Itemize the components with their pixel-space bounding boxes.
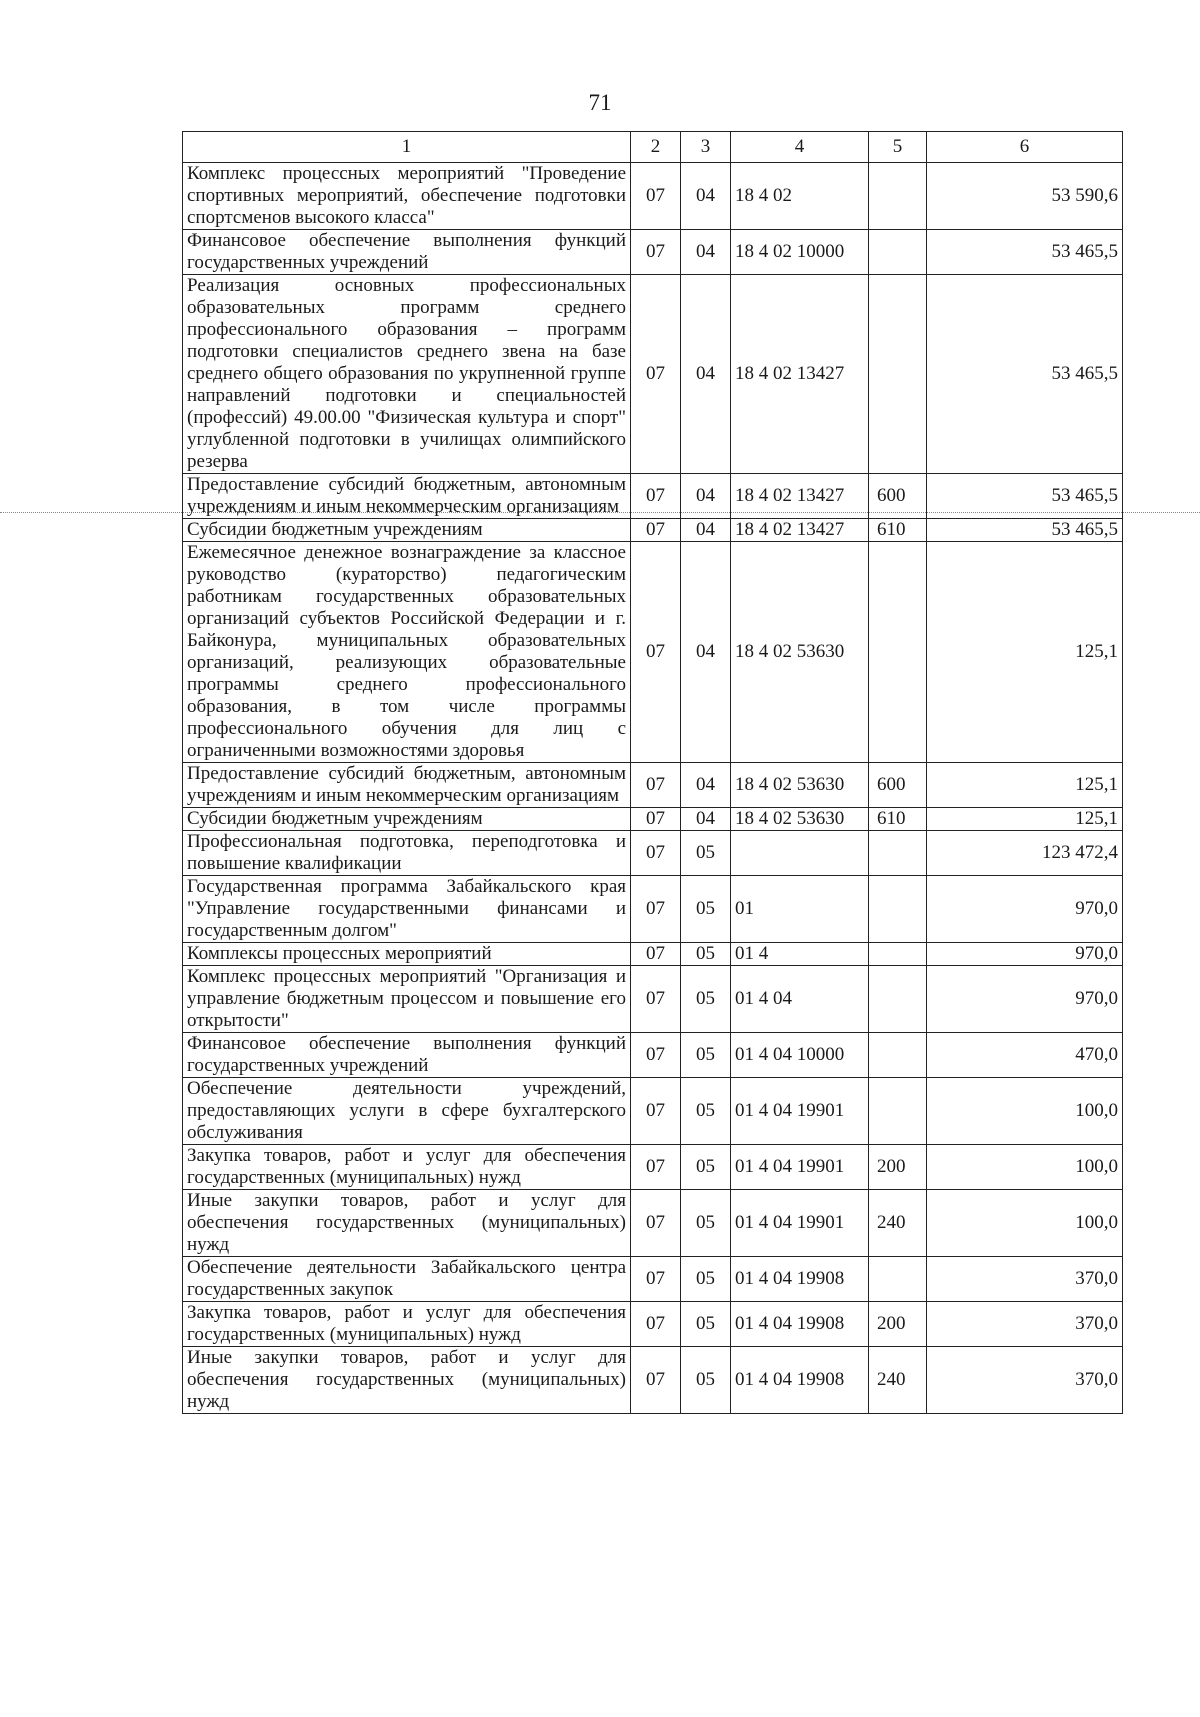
cell-csr: 01 4 04 19901: [731, 1145, 869, 1190]
cell-name: Иные закупки товаров, работ и услуг для обеспечения государственных (муниципальных) нужд: [183, 1347, 631, 1414]
cell-podrazdel: 04: [681, 763, 731, 808]
column-header-name: 1: [183, 132, 631, 163]
cell-vr: 610: [869, 808, 927, 831]
cell-csr: 18 4 02 13427: [731, 519, 869, 542]
table-row: [183, 542, 1123, 763]
table-row: [183, 1078, 1123, 1145]
cell-razdel: 07: [631, 943, 681, 966]
cell-podrazdel: 05: [681, 1078, 731, 1145]
cell-name: Комплекс процессных мероприятий "Организация и управление бюджетным процессом и повышение его открытости": [183, 966, 631, 1033]
cell-vr: [869, 275, 927, 474]
cell-vr: [869, 966, 927, 1033]
cell-csr: 18 4 02 13427: [731, 474, 869, 519]
table-row: [183, 943, 1123, 966]
cell-csr: 18 4 02: [731, 163, 869, 230]
cell-csr: 01 4 04 19908: [731, 1347, 869, 1414]
cell-razdel: 07: [631, 474, 681, 519]
cell-sum: 370,0: [927, 1257, 1123, 1302]
cell-sum: 970,0: [927, 876, 1123, 943]
cell-csr: 01 4 04 19908: [731, 1257, 869, 1302]
cell-name: Ежемесячное денежное вознаграждение за классное руководство (кураторство) педагогическим работникам государственных образовательных организаций субъектов Российской Федерации и г. Байконура, муниципальных образовательных организаций, реализующих образовательные программы среднего профессионального образования, в том числе программы профессионального обучения для лиц с ограниченными возможностями здоровья: [183, 542, 631, 763]
cell-podrazdel: 05: [681, 943, 731, 966]
cell-sum: 53 465,5: [927, 275, 1123, 474]
cell-vr: [869, 943, 927, 966]
cell-name: Иные закупки товаров, работ и услуг для обеспечения государственных (муниципальных) нужд: [183, 1190, 631, 1257]
cell-csr: [731, 831, 869, 876]
cell-sum: 53 465,5: [927, 519, 1123, 542]
table-row: [183, 763, 1123, 808]
cell-csr: 01 4 04 10000: [731, 1033, 869, 1078]
cell-razdel: 07: [631, 966, 681, 1033]
cell-sum: 100,0: [927, 1078, 1123, 1145]
cell-podrazdel: 04: [681, 230, 731, 275]
cell-podrazdel: 05: [681, 831, 731, 876]
cell-sum: 125,1: [927, 808, 1123, 831]
cell-razdel: 07: [631, 542, 681, 763]
table-header-row: [183, 132, 1123, 163]
cell-vr: [869, 230, 927, 275]
table-row: [183, 230, 1123, 275]
table-row: [183, 1145, 1123, 1190]
cell-name: Субсидии бюджетным учреждениям: [183, 808, 631, 831]
table-row: [183, 474, 1123, 519]
cell-name: Государственная программа Забайкальского края "Управление государственными финансами и государственным долгом": [183, 876, 631, 943]
page-number: 71: [588, 90, 612, 115]
cell-name: Финансовое обеспечение выполнения функций государственных учреждений: [183, 1033, 631, 1078]
cell-csr: 18 4 02 53630: [731, 763, 869, 808]
cell-razdel: 07: [631, 519, 681, 542]
table-row: [183, 1302, 1123, 1347]
cell-sum: 970,0: [927, 943, 1123, 966]
table-row: [183, 1190, 1123, 1257]
cell-razdel: 07: [631, 1145, 681, 1190]
cell-vr: [869, 1033, 927, 1078]
cell-csr: 01 4 04 19901: [731, 1190, 869, 1257]
cell-csr: 01 4 04: [731, 966, 869, 1033]
cell-sum: 53 465,5: [927, 474, 1123, 519]
cell-vr: 200: [869, 1302, 927, 1347]
cell-vr: 240: [869, 1347, 927, 1414]
cell-vr: 600: [869, 763, 927, 808]
cell-podrazdel: 04: [681, 163, 731, 230]
column-header-sum: 6: [927, 132, 1123, 163]
cell-csr: 18 4 02 10000: [731, 230, 869, 275]
cell-sum: 53 465,5: [927, 230, 1123, 275]
budget-table: [182, 131, 1123, 1414]
column-header-vr: 5: [869, 132, 927, 163]
cell-sum: 125,1: [927, 542, 1123, 763]
cell-vr: 240: [869, 1190, 927, 1257]
cell-podrazdel: 04: [681, 542, 731, 763]
cell-name: Субсидии бюджетным учреждениям: [183, 519, 631, 542]
cell-razdel: 07: [631, 1257, 681, 1302]
cell-razdel: 07: [631, 831, 681, 876]
cell-razdel: 07: [631, 1078, 681, 1145]
cell-csr: 01 4 04 19901: [731, 1078, 869, 1145]
table-row: [183, 876, 1123, 943]
cell-name: Закупка товаров, работ и услуг для обеспечения государственных (муниципальных) нужд: [183, 1302, 631, 1347]
cell-vr: [869, 1078, 927, 1145]
column-header-podrazdel: 3: [681, 132, 731, 163]
cell-podrazdel: 04: [681, 808, 731, 831]
table-row: [183, 275, 1123, 474]
cell-sum: 123 472,4: [927, 831, 1123, 876]
cell-name: Обеспечение деятельности Забайкальского центра государственных закупок: [183, 1257, 631, 1302]
table-row: [183, 1347, 1123, 1414]
cell-razdel: 07: [631, 1033, 681, 1078]
table-row: [183, 1033, 1123, 1078]
cell-vr: [869, 542, 927, 763]
table-row: [183, 831, 1123, 876]
cell-sum: 370,0: [927, 1347, 1123, 1414]
cell-csr: 18 4 02 13427: [731, 275, 869, 474]
cell-name: Профессиональная подготовка, переподготовка и повышение квалификации: [183, 831, 631, 876]
cell-name: Реализация основных профессиональных образовательных программ среднего профессионального образования – программ подготовки специалистов среднего звена на базе среднего общего образования по укрупненной группе направлений подготовки и специальностей (профессий) 49.00.00 "Физическая культура и спорт" углубленной подготовки в училищах олимпийского резерва: [183, 275, 631, 474]
cell-razdel: 07: [631, 275, 681, 474]
cell-podrazdel: 05: [681, 1257, 731, 1302]
cell-name: Комплексы процессных мероприятий: [183, 943, 631, 966]
cell-csr: 18 4 02 53630: [731, 808, 869, 831]
cell-razdel: 07: [631, 1190, 681, 1257]
cell-podrazdel: 05: [681, 1033, 731, 1078]
cell-vr: 610: [869, 519, 927, 542]
cell-name: Предоставление субсидий бюджетным, автономным учреждениям и иным некоммерческим организациям: [183, 763, 631, 808]
cell-razdel: 07: [631, 230, 681, 275]
cell-csr: 01: [731, 876, 869, 943]
column-header-csr: 4: [731, 132, 869, 163]
cell-sum: 100,0: [927, 1145, 1123, 1190]
cell-podrazdel: 05: [681, 1347, 731, 1414]
cell-razdel: 07: [631, 163, 681, 230]
cell-csr: 01 4 04 19908: [731, 1302, 869, 1347]
cell-podrazdel: 05: [681, 1302, 731, 1347]
cell-name: Предоставление субсидий бюджетным, автономным учреждениям и иным некоммерческим организациям: [183, 474, 631, 519]
cell-sum: 125,1: [927, 763, 1123, 808]
cell-razdel: 07: [631, 808, 681, 831]
cell-name: Комплекс процессных мероприятий "Проведение спортивных мероприятий, обеспечение подготовки спортсменов высокого класса": [183, 163, 631, 230]
table-row: [183, 1257, 1123, 1302]
cell-sum: 470,0: [927, 1033, 1123, 1078]
cell-vr: [869, 876, 927, 943]
cell-vr: [869, 831, 927, 876]
cell-vr: [869, 163, 927, 230]
cell-podrazdel: 05: [681, 876, 731, 943]
cell-razdel: 07: [631, 876, 681, 943]
cell-sum: 370,0: [927, 1302, 1123, 1347]
cell-sum: 970,0: [927, 966, 1123, 1033]
table-row: [183, 519, 1123, 542]
cell-vr: 600: [869, 474, 927, 519]
cell-podrazdel: 04: [681, 474, 731, 519]
cell-name: Закупка товаров, работ и услуг для обеспечения государственных (муниципальных) нужд: [183, 1145, 631, 1190]
cell-podrazdel: 05: [681, 966, 731, 1033]
cell-sum: 100,0: [927, 1190, 1123, 1257]
cell-csr: 01 4: [731, 943, 869, 966]
cell-podrazdel: 04: [681, 275, 731, 474]
cell-name: Финансовое обеспечение выполнения функций государственных учреждений: [183, 230, 631, 275]
cell-podrazdel: 04: [681, 519, 731, 542]
table-row: [183, 966, 1123, 1033]
cell-podrazdel: 05: [681, 1145, 731, 1190]
cell-vr: [869, 1257, 927, 1302]
cell-podrazdel: 05: [681, 1190, 731, 1257]
column-header-razdel: 2: [631, 132, 681, 163]
cell-razdel: 07: [631, 763, 681, 808]
cell-name: Обеспечение деятельности учреждений, предоставляющих услуги в сфере бухгалтерского обслуживания: [183, 1078, 631, 1145]
cell-vr: 200: [869, 1145, 927, 1190]
table-row: [183, 163, 1123, 230]
table-row: [183, 808, 1123, 831]
cell-csr: 18 4 02 53630: [731, 542, 869, 763]
cell-sum: 53 590,6: [927, 163, 1123, 230]
cell-razdel: 07: [631, 1347, 681, 1414]
cell-razdel: 07: [631, 1302, 681, 1347]
